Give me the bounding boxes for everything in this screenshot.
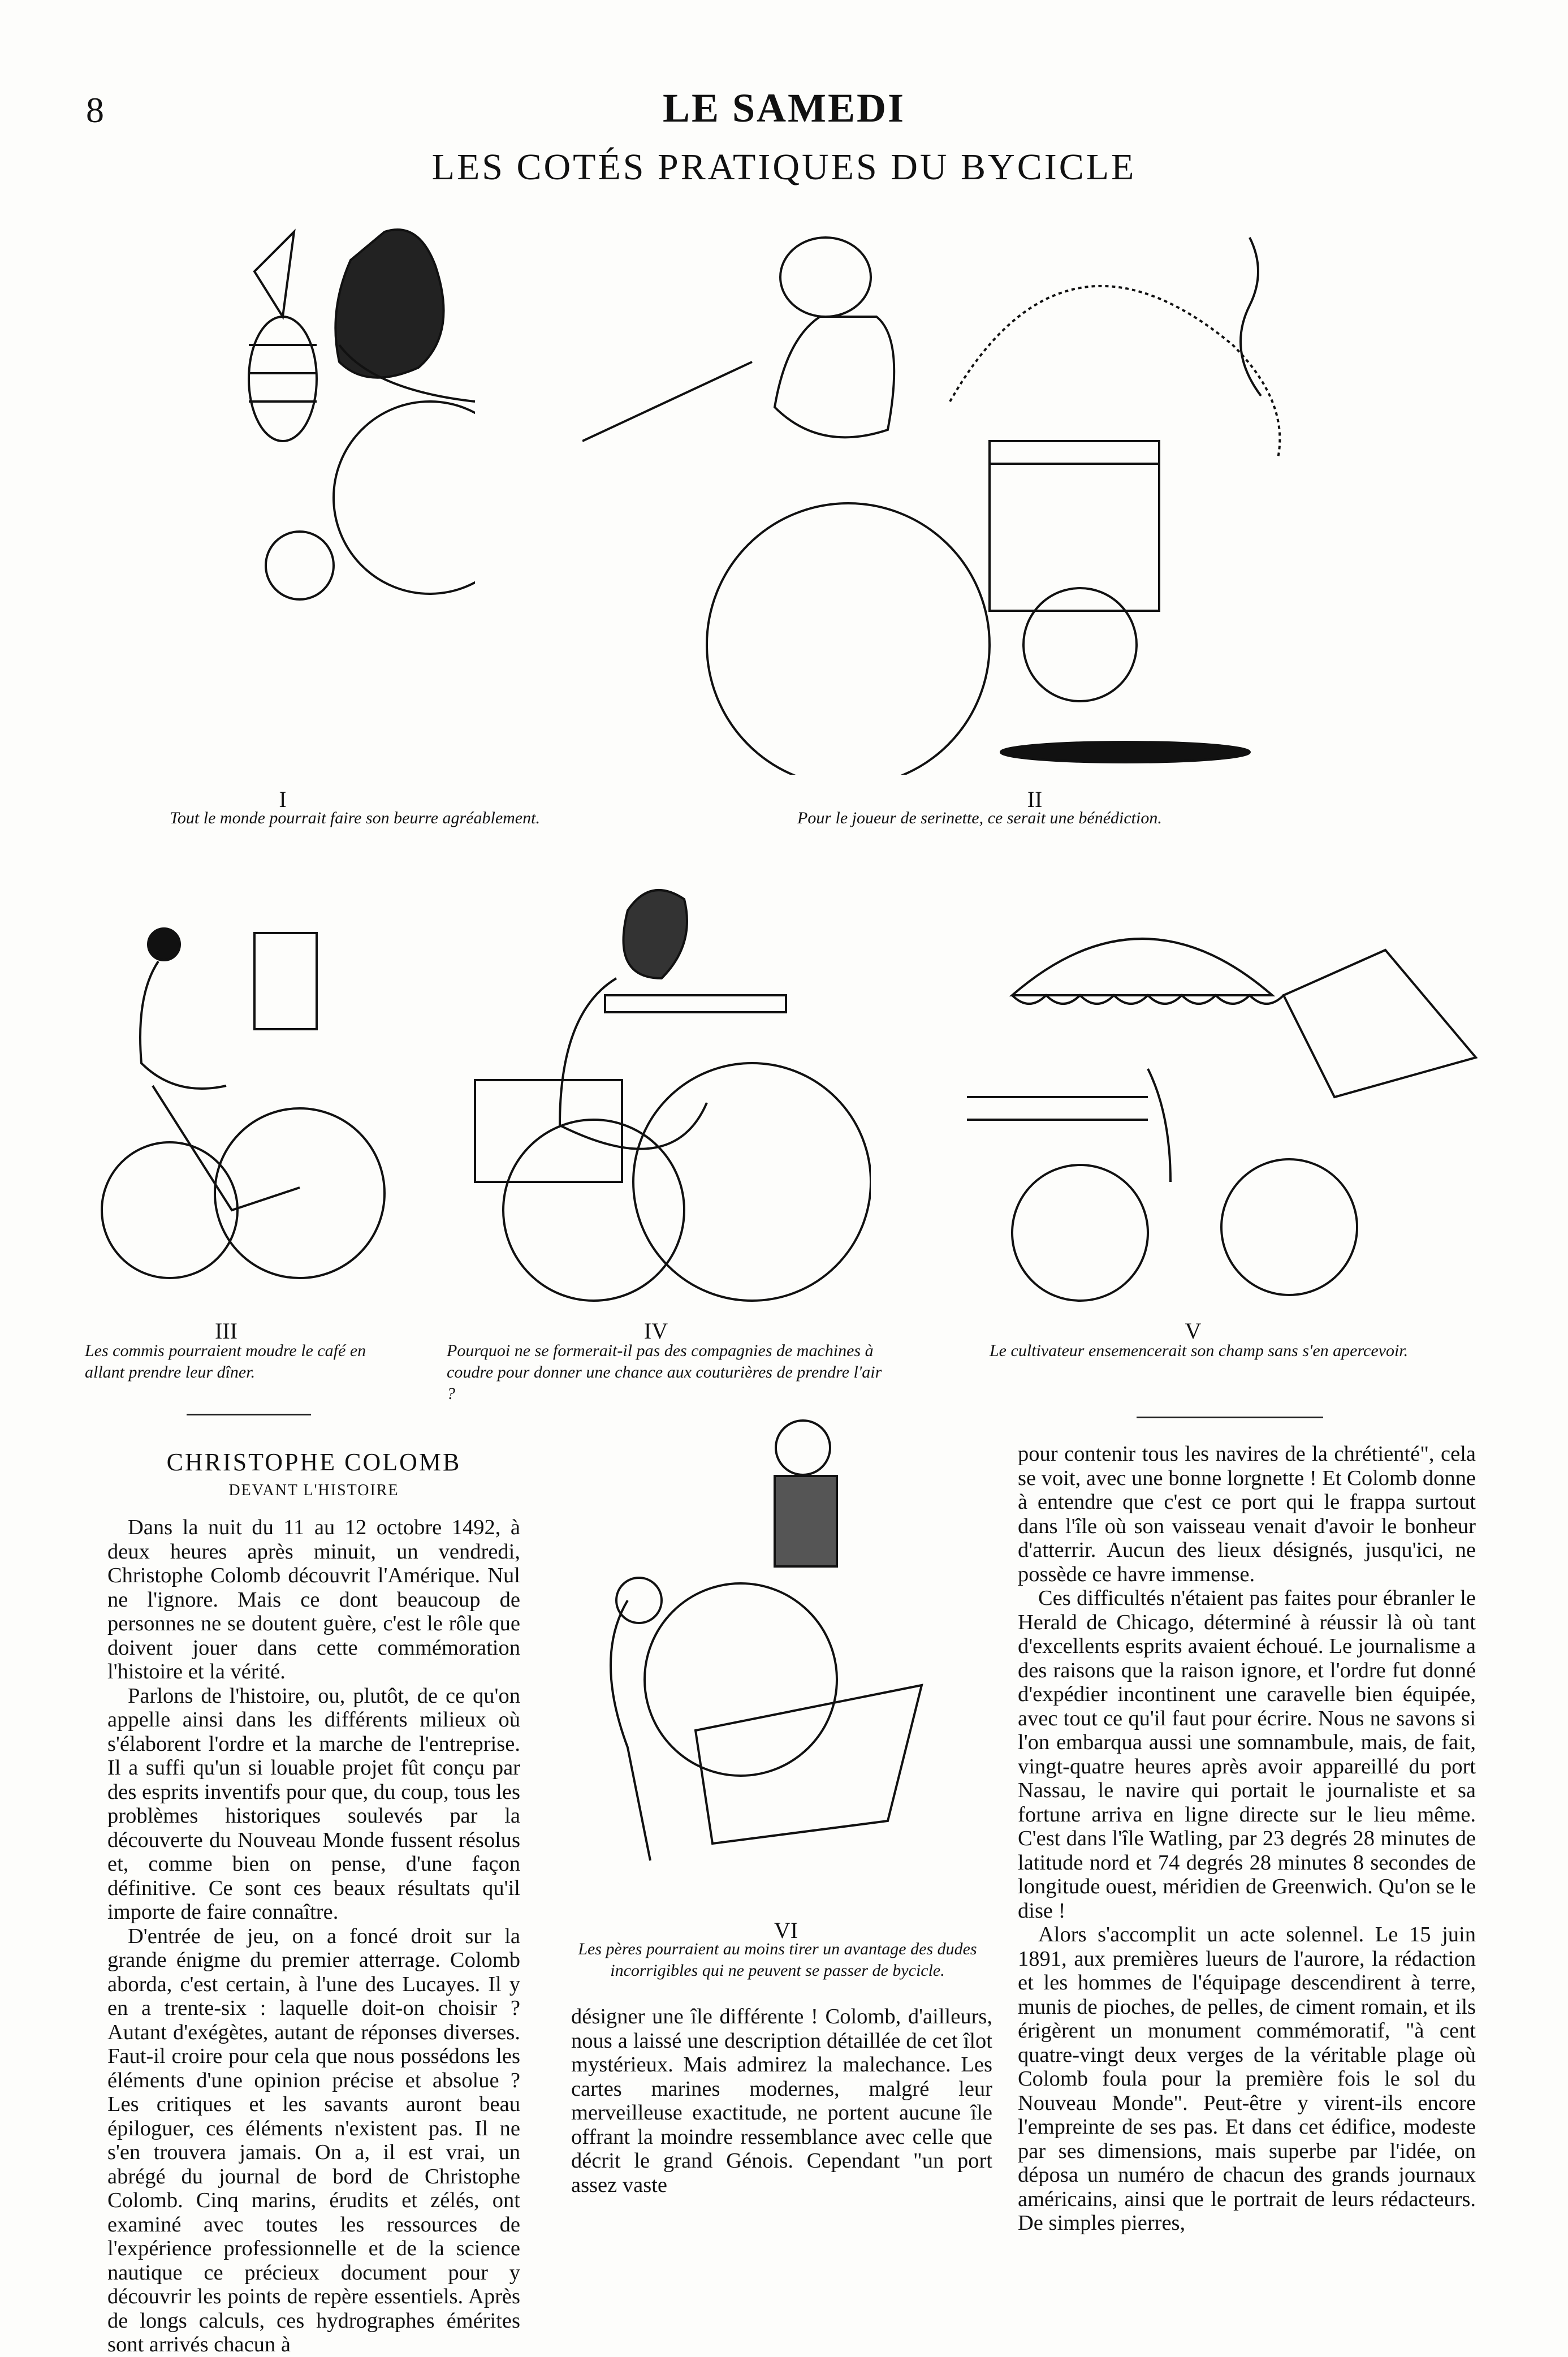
paragraph: pour contenir tous les navires de la chrétienté", cela se voit, avec une bonne lorgnette ! Et Colomb donne à entendre que c'est ce port qui le frappa surtout dans l'île où son vaisseau venait d'avoir le bonheur d'atterrir. Aucun des lieux désignés, jusqu'ici, ne possède ce havre immense. [1018,1442,1476,1586]
figure-number: I [279,787,287,812]
paragraph: Parlons de l'histoire, ou, plutôt, de ce qu'on appelle ainsi dans les différents milieux où s'élaborent l'ordre et la marche de l'entreprise. Il a suffi qu'un si louable projet fût conçu par des esprits inventifs pour que, du coup, tous les problèmes historiques soulevés par la découverte du Nouveau Monde fussent résolus et, comme bien on pense, d'une façon définitive. Ce sont ces beaux résultats qu'il importe de faire connaître. [107,1683,520,1924]
paragraph: désigner une île différente ! Colomb, d'ailleurs, nous a laissé une description détaillée de cet îlot mystérieux. Mais admirez la malechance. Les cartes marines modernes, malgré leur merveilleuse exactitude, ne portent aucune île offrant la moindre ressemblance avec celle que décrit le grand Génois. Cependant "un port assez vaste [571,2005,992,2197]
figure-caption: Pour le joueur de serinette, ce serait une bénédiction. [797,809,1162,827]
illustration-sewing-machine-bicycle [458,865,871,1306]
illustration-coffee-grinder-bicycle [96,927,396,1289]
paragraph: Alors s'accomplit un acte solennel. Le 15 juin 1891, aux premières lueurs de l'aurore, la rédaction et les hommes de l'équipage descendirent à terre, munis de pioches, de pelles, de ciment romain, et ils érigèrent un monument commémoratif, "à cent quatre-vingt deux verges de la véritable plage où Colomb foula pour la première fois le sol du Nouveau Monde". Peut-être y virent-ils encore l'empreinte de ses pas. Et dans cet édifice, modeste par ses dimensions, mais superbe par l'idée, on déposa un numéro de chacun des grands journaux américains, ainsi que le portrait de leurs rédacteurs. De simples pierres, [1018,1923,1476,2235]
illustration-barrel-organ-bicycle [582,204,1368,775]
illustration-grindstone-bicycle [571,1414,990,1917]
illustration-butter-churn-bicycle [170,204,475,611]
illustration-seeder-bicycle [967,927,1487,1306]
page-title: LES COTÉS PRATIQUES DU BYCICLE [431,146,1137,188]
figure-caption: Pourquoi ne se formerait-il pas des compagnies de machines à coudre pour donner une chance aux couturières de prendre l'air ? [447,1341,882,1403]
page-number: 8 [86,90,104,130]
figure-number: IV [643,1318,668,1344]
article-subtitle: DEVANT L'HISTOIRE [228,1482,399,1499]
section-rule [1137,1417,1323,1418]
figure-caption: Les commis pourraient moudre le café en allant prendre leur dîner. [85,1341,366,1382]
figure-number: III [215,1318,237,1344]
article-column-2 [571,2005,992,2197]
masthead: LE SAMEDI [662,85,906,131]
section-rule [187,1414,311,1415]
figure-caption: Les pères pourraient au moins tirer un avantage des dudes incorrigibles qui ne peuvent se passer de bycicle. [578,1940,977,1980]
article-column-1 [107,1516,520,2357]
paragraph: Dans la nuit du 11 au 12 octobre 1492, à deux heures après minuit, un vendredi, Christophe Colomb découvrit l'Amérique. Nul ne l'ignore. Mais ce dont beaucoup de personnes ne se doutent guère, c'est le rôle que doivent jouer dans cette commémoration l'histoire et la vérité. [107,1516,520,1683]
paragraph: D'entrée de jeu, on a foncé droit sur la grande énigme du premier atterrage. Colomb aborda, c'est certain, à l'une des Lucayes. Il y en a trente-six : laquelle doit-on choisir ? Autant d'exégètes, autant de réponses diverses. Faut-il croire pour cela que nous possédons les éléments d'une opinion précise et absolue ? Les critiques et les savants auront beau épiloguer, ces éléments n'existent pas. Il ne s'en trouvera jamais. On a, il est vrai, un abrégé du journal de bord de Christophe Colomb. Cinq marins, érudits et zélés, ont examiné avec toutes les ressources de l'expérience professionnelle et de la science nautique ce précieux document pour y découvrir les points de repère essentiels. Après de longs calculs, ces hydrographes émérites sont arrivés chacun à [107,1924,520,2356]
figure-number: II [1027,787,1043,812]
figure-caption: Le cultivateur ensemencerait son champ sans s'en apercevoir. [990,1341,1409,1360]
article-column-3 [1018,1442,1476,2235]
figure-number: VI [774,1918,798,1943]
article-title: CHRISTOPHE COLOMB [166,1448,461,1476]
figure-caption: Tout le monde pourrait faire son beurre agréablement. [170,809,540,827]
figure-number: V [1185,1318,1202,1344]
paragraph: Ces difficultés n'étaient pas faites pour ébranler le Herald de Chicago, déterminé à réussir là où tant d'excellents esprits avaient échoué. Le journalisme a des raisons que la raison ignore, et l'ordre fut donné d'expédier incontinent une caravelle bien équipée, avec tout ce qu'il faut pour écrire. Nous ne savons si l'on embarqua aussi une somnambule, mais, de fait, vingt-quatre heures après avoir appareillé du port Nassau, le navire qui portait le journaliste et sa fortune arriva en ligne directe sur le lieu même. C'est dans l'île Watling, par 23 degrés 28 minutes de latitude nord et 74 degrés 28 minutes 8 secondes de longitude ouest, méridien de Greenwich. Qu'on se le dise ! [1018,1586,1476,1923]
